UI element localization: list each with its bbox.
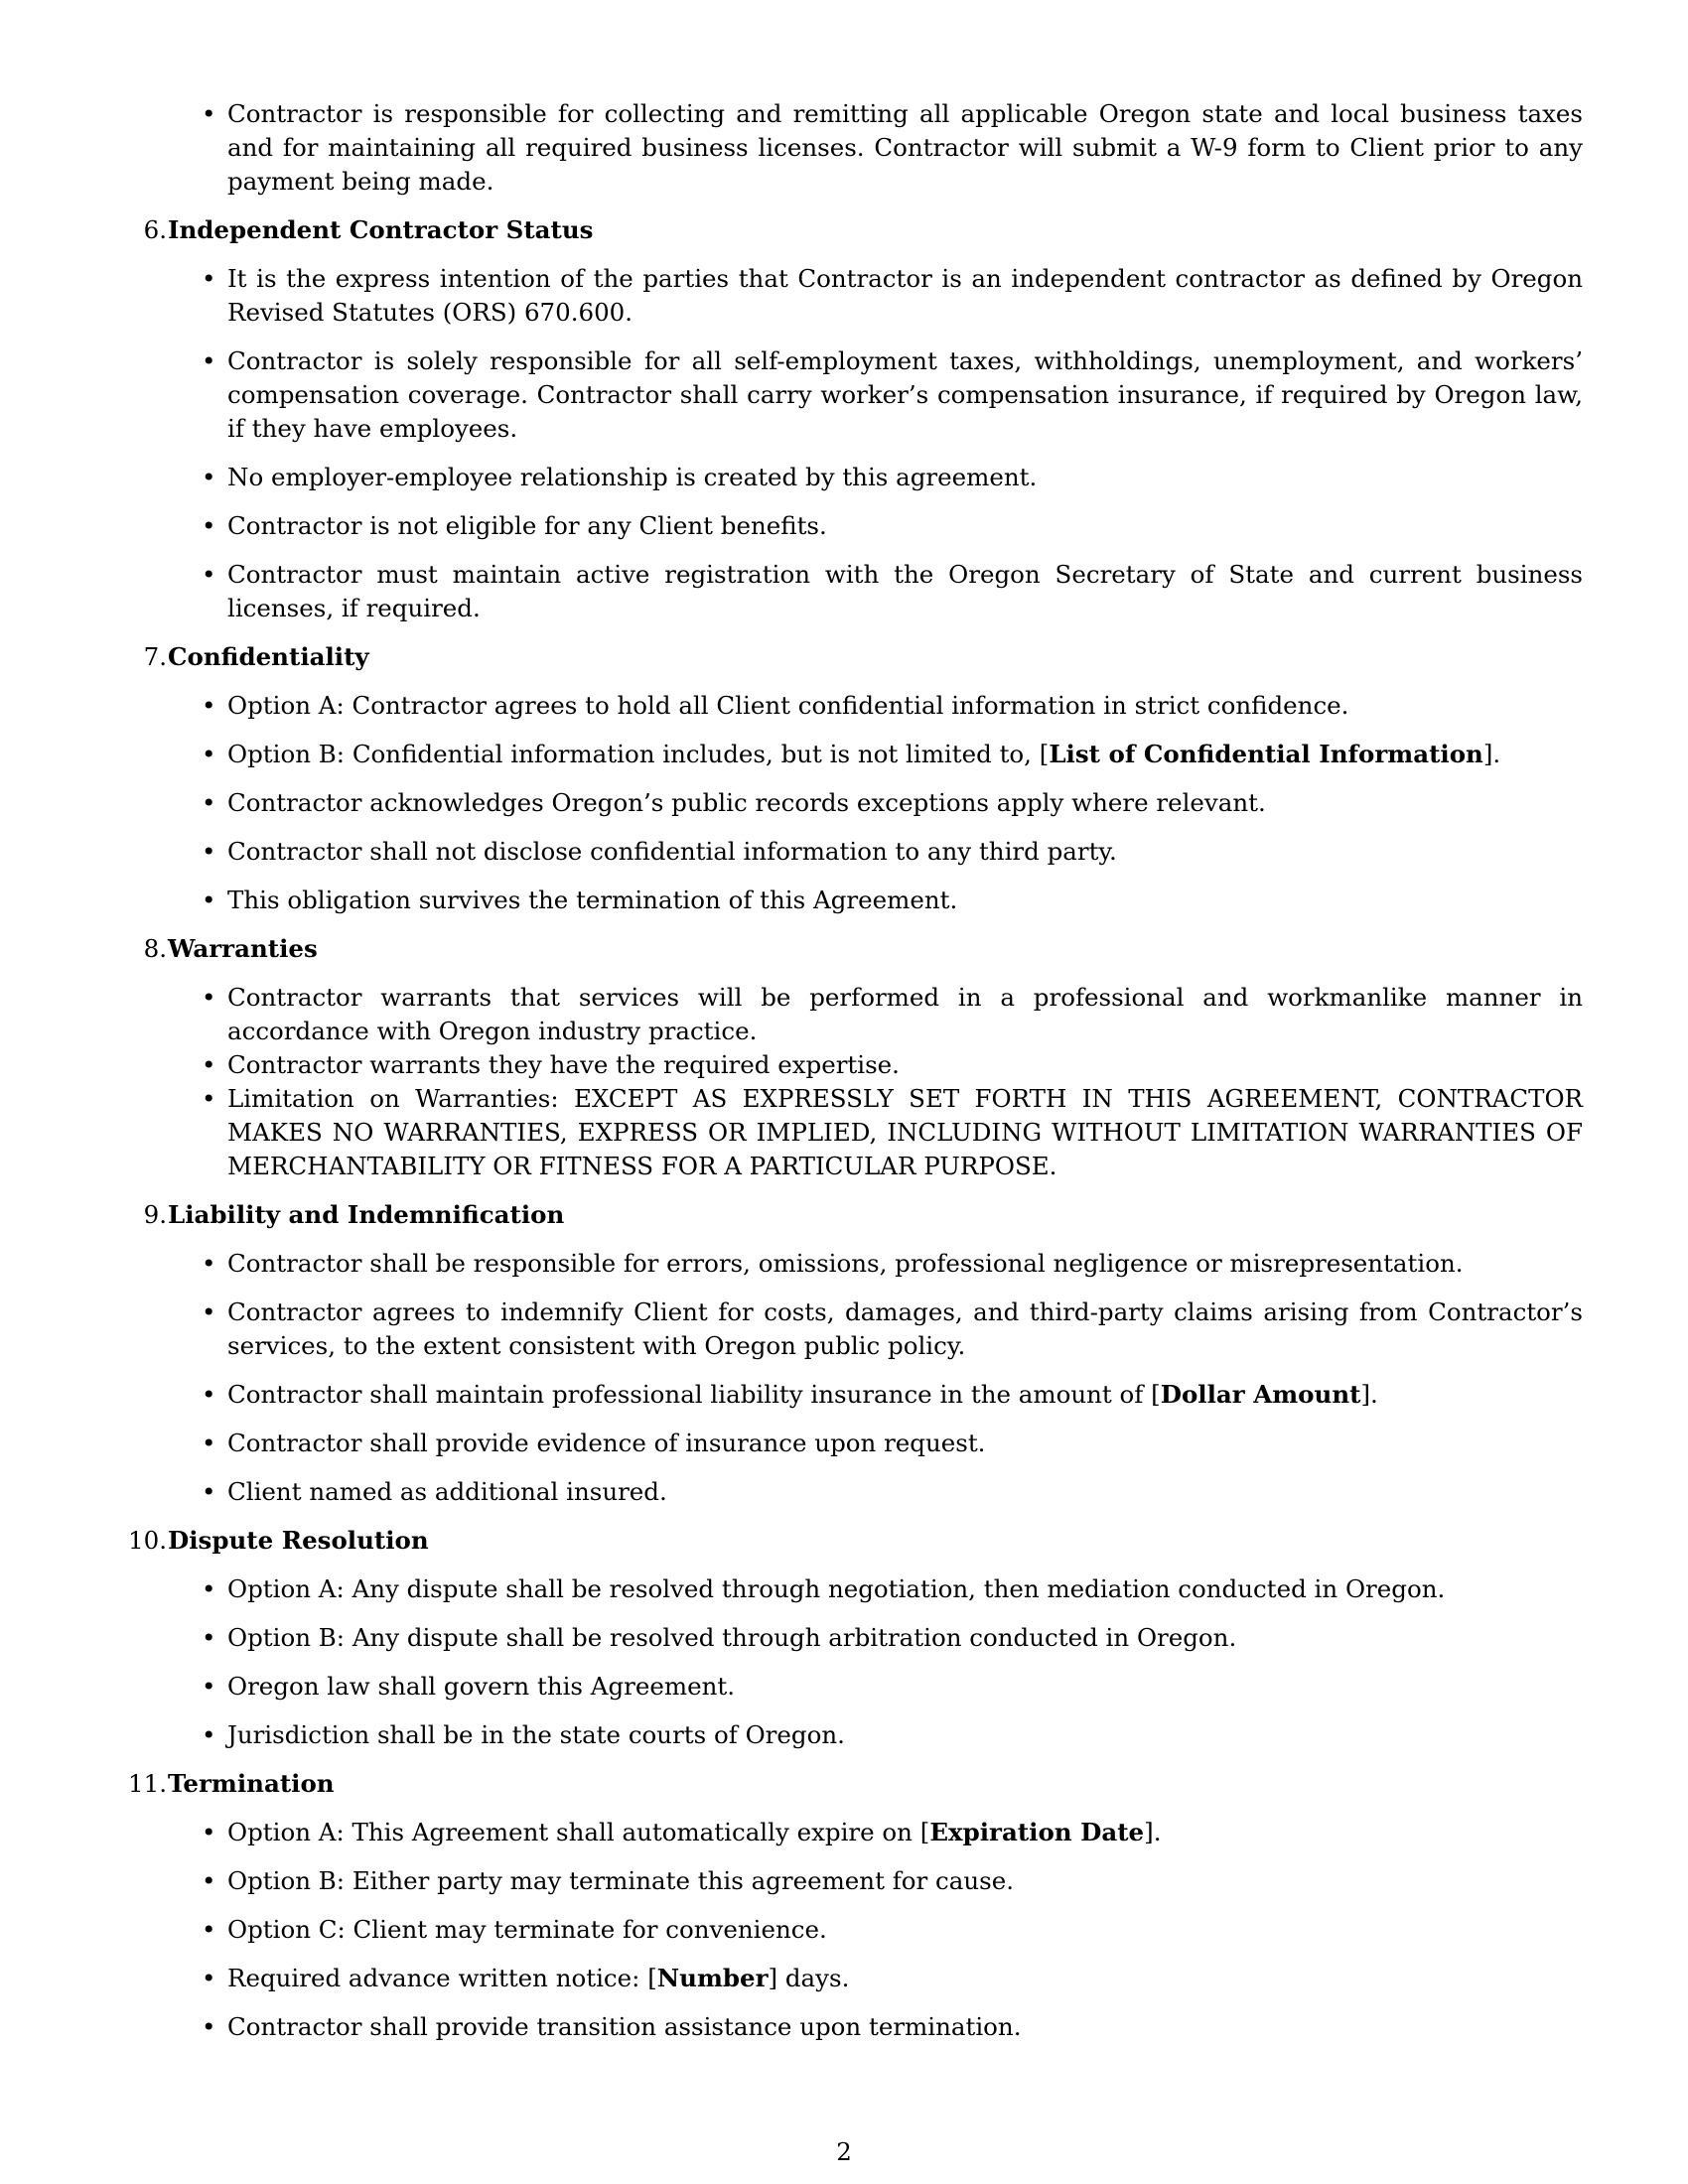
section-number: 11. <box>128 1769 167 1798</box>
bullet-dot: • <box>202 346 216 375</box>
list-item <box>202 1427 1583 1460</box>
list-item-text: It is the express intention of the parties that Contractor is an independent contractor as defined by Oregon Revised Statutes (ORS) 670.600. <box>227 264 1583 327</box>
placeholder-field: Expiration Date <box>929 1818 1145 1846</box>
list-item <box>202 1864 1583 1898</box>
section-title: Liability and Indemnification <box>168 1200 565 1229</box>
list-item <box>202 1621 1583 1655</box>
section-number: 7. <box>143 642 167 671</box>
list-item <box>202 558 1583 625</box>
list-item <box>202 1718 1583 1752</box>
list-item <box>202 689 1583 723</box>
list-item <box>202 1247 1583 1281</box>
list-item <box>202 262 1583 330</box>
section-warranties <box>0 932 1688 1183</box>
placeholder-field: List of Confidential Information <box>1049 740 1483 768</box>
bullet-dot: • <box>202 264 216 293</box>
list-item <box>202 1082 1583 1183</box>
placeholder-field: Dollar Amount <box>1160 1380 1361 1409</box>
bullet-dot: • <box>202 1672 216 1701</box>
list-item <box>202 1378 1583 1412</box>
bullet-dot: • <box>202 740 216 768</box>
list-item-text: No employer-employee relationship is created by this agreement. <box>227 463 1038 491</box>
list-item <box>202 1296 1583 1363</box>
section-title: Independent Contractor Status <box>168 215 594 244</box>
bullet-dot: • <box>202 1249 216 1278</box>
bullet-dot: • <box>202 1964 216 1992</box>
section-title: Dispute Resolution <box>168 1526 429 1555</box>
list-item <box>202 1816 1583 1849</box>
bullet-dot: • <box>202 691 216 720</box>
list-item <box>202 1670 1583 1704</box>
list-item-text: Contractor is not eligible for any Client benefits. <box>227 511 827 540</box>
list-item-text: Contractor agrees to indemnify Client for costs, damages, and third-party claims arising from Contractor’s services, to the extent consistent with Oregon public policy. <box>227 1297 1583 1360</box>
list-item-text: This obligation survives the termination of this Agreement. <box>227 886 958 914</box>
bullet-dot: • <box>202 788 216 817</box>
section-number: 8. <box>143 934 167 963</box>
section-title: Confidentiality <box>168 642 369 671</box>
section-dispute-resolution <box>0 1524 1688 1752</box>
section-termination <box>0 1767 1688 2044</box>
section-heading <box>0 1198 1688 1232</box>
list-item-text: Contractor shall provide evidence of insurance upon request. <box>227 1429 986 1457</box>
list-item-text: Oregon law shall govern this Agreement. <box>227 1672 736 1701</box>
section-title: Warranties <box>168 934 318 963</box>
section-bullet-list <box>0 689 1688 917</box>
section-heading <box>0 932 1688 966</box>
bullet-dot: • <box>202 1084 216 1113</box>
document-body <box>0 97 1688 2059</box>
section-liability-and-indemnification <box>0 1198 1688 1509</box>
list-item <box>202 1048 1583 1082</box>
intro-bullet-list <box>0 97 1688 199</box>
list-item-text: Option A: Any dispute shall be resolved through negotiation, then mediation conducted in Oregon. <box>227 1574 1446 1603</box>
section-number: 10. <box>128 1526 167 1555</box>
list-item-text: Option B: Any dispute shall be resolved through arbitration conducted in Oregon. <box>227 1623 1237 1652</box>
bullet-dot: • <box>202 1720 216 1749</box>
bullet-dot: • <box>202 1818 216 1846</box>
list-item-text: Contractor warrants that services will be performed in a professional and workmanlike manner in accordance with Oregon industry practice. <box>227 983 1583 1045</box>
bullet-dot: • <box>202 1866 216 1895</box>
section-heading <box>0 640 1688 674</box>
list-item-text: Option C: Client may terminate for convenience. <box>227 1915 827 1944</box>
section-heading <box>0 1524 1688 1558</box>
bullet-dot: • <box>202 1574 216 1603</box>
bullet-dot: • <box>202 983 216 1012</box>
bullet-dot: • <box>202 1477 216 1506</box>
section-bullet-list <box>0 1816 1688 2044</box>
list-item-text: Contractor shall not disclose confidential information to any third party. <box>227 837 1117 866</box>
list-item-text-pre: Required advance written notice: [ <box>227 1964 657 1992</box>
list-item <box>202 981 1583 1048</box>
list-item-text-pre: Contractor shall maintain professional liability insurance in the amount of [ <box>227 1380 1161 1409</box>
list-item <box>202 786 1583 820</box>
list-item <box>202 835 1583 869</box>
bullet-dot: • <box>202 1623 216 1652</box>
bullet-dot: • <box>202 1050 216 1079</box>
bullet-dot: • <box>202 886 216 914</box>
section-independent-contractor-status <box>0 213 1688 625</box>
list-item-text-post: ] days. <box>768 1964 850 1992</box>
list-item-text-post: ]. <box>1360 1380 1378 1409</box>
bullet-dot: • <box>202 560 216 589</box>
list-item <box>202 97 1583 199</box>
bullet-dot: • <box>202 463 216 491</box>
bullet-dot: • <box>202 511 216 540</box>
bullet-dot: • <box>202 99 216 128</box>
list-item <box>202 738 1583 771</box>
list-item-text: Option B: Either party may terminate this agreement for cause. <box>227 1866 1014 1895</box>
list-item-text: Option A: Contractor agrees to hold all Client confidential information in strict confidence. <box>227 691 1349 720</box>
placeholder-field: Number <box>656 1964 769 1992</box>
list-item-text: Contractor acknowledges Oregon’s public records exceptions apply where relevant. <box>227 788 1266 817</box>
list-item-text: Contractor is solely responsible for all self-employment taxes, withholdings, unemployment, and workers’ compensation coverage. Contractor shall carry worker’s compensation insurance, if required by Oregon law, if they have employees. <box>227 346 1583 443</box>
list-item-text: Contractor warrants they have the required expertise. <box>227 1050 900 1079</box>
list-item-text-pre: Option A: This Agreement shall automatically expire on [ <box>227 1818 930 1846</box>
page-number: 2 <box>836 2137 852 2166</box>
section-number: 9. <box>143 1200 167 1229</box>
list-item-text-pre: Option B: Confidential information includes, but is not limited to, [ <box>227 740 1050 768</box>
section-heading <box>0 213 1688 247</box>
list-item-text: Contractor must maintain active registration with the Oregon Secretary of State and current business licenses, if required. <box>227 560 1583 622</box>
list-item-text-post: ]. <box>1482 740 1501 768</box>
list-item <box>202 2010 1583 2044</box>
bullet-dot: • <box>202 1297 216 1326</box>
section-confidentiality <box>0 640 1688 917</box>
section-number: 6. <box>143 215 167 244</box>
bullet-dot: • <box>202 1380 216 1409</box>
bullet-dot: • <box>202 837 216 866</box>
list-item <box>202 1962 1583 1995</box>
section-title: Termination <box>168 1769 335 1798</box>
bullet-dot: • <box>202 1429 216 1457</box>
section-bullet-list <box>0 1572 1688 1752</box>
list-item <box>202 884 1583 917</box>
section-bullet-list <box>0 981 1688 1183</box>
list-item <box>202 1572 1583 1606</box>
bullet-dot: • <box>202 2012 216 2041</box>
list-item <box>202 1913 1583 1947</box>
list-item-text: Limitation on Warranties: EXCEPT AS EXPRESSLY SET FORTH IN THIS AGREEMENT, CONTRACTOR MAKES NO WARRANTIES, EXPRESS OR IMPLIED, INCLUDING WITHOUT LIMITATION WARRANTIES OF MERCHANTABILITY OR FITNESS FOR A PARTICULAR PURPOSE. <box>227 1084 1583 1180</box>
list-item-text: Contractor shall be responsible for errors, omissions, professional negligence or misrepresentation. <box>227 1249 1464 1278</box>
list-item <box>202 1475 1583 1509</box>
list-item-text: Client named as additional insured. <box>227 1477 667 1506</box>
list-item <box>202 461 1583 494</box>
list-item <box>202 509 1583 543</box>
list-item-text: Jurisdiction shall be in the state courts of Oregon. <box>227 1720 845 1749</box>
list-item-text: Contractor shall provide transition assistance upon termination. <box>227 2012 1022 2041</box>
section-heading <box>0 1767 1688 1801</box>
list-item-text: Contractor is responsible for collecting and remitting all applicable Oregon state and local business taxes and for maintaining all required business licenses. Contractor will submit a W-9 form to Client prior to any payment being made. <box>227 99 1583 196</box>
section-bullet-list <box>0 1247 1688 1509</box>
section-bullet-list <box>0 262 1688 625</box>
list-item-text-post: ]. <box>1144 1818 1162 1846</box>
list-item <box>202 344 1583 446</box>
bullet-dot: • <box>202 1915 216 1944</box>
